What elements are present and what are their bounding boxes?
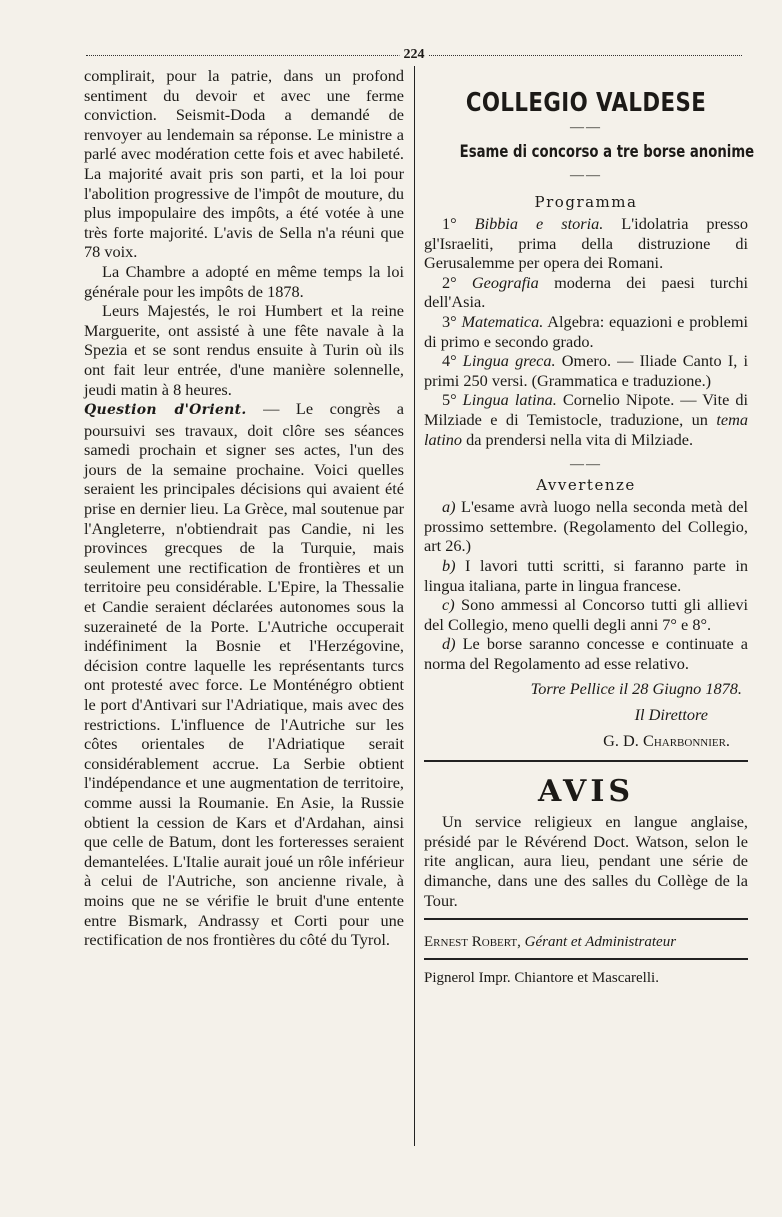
printer-line: Pignerol Impr. Chiantore et Mascarelli. [424,970,659,987]
page-number: 224 [400,48,429,62]
programma-item: 3° Matematica. Algebra: equazioni e problemi di primo e secondo grado. [424,311,749,351]
avvertenza-item: b) I lavori tutti scritti, si faranno parte in lingua italiana, parte in lingua francese. [424,555,748,595]
avvertenza-item: d) Le borse saranno concesse e continuate a norma del Regolamento ad esse relativo. [424,634,748,673]
programma-heading: Programma [534,193,638,211]
column-divider [414,66,415,1146]
programma-item: 1° Bibbia e storia. L'idolatria presso gl'Israeliti, prima della distruzione di Gerusalemme per opera dei Romani. [424,214,749,273]
place-date: Torre Pellice il 28 Giugno 1878. [530,679,742,699]
avvertenza-item: c) Sono ammessi al Concorso tutti gli allievi del Collegio, meno quelli degli anni 7° e 8°. [424,595,748,634]
paragraph-royal-visit: Leurs Majestés, le roi Humbert et la reine Marguerite, ont assisté à une fête navale à la Spezia et se sont rendus ensuite à Turin où ils ont fait leur entrée, d'une manière solennelle, jeudi matin à 8 heures. [84,301,404,399]
paragraph-question-orient [84,399,404,950]
programma-item: 2° Geografia moderna dei paesi turchi dell'Asia. [424,272,749,312]
avis-title: AVIS [537,774,635,810]
gerant-role: Gérant et Administrateur [524,934,677,951]
title-dash: —— [570,120,602,135]
gerant-name: Ernest Robert, [424,934,521,951]
left-column [84,66,404,950]
paragraph-chamber-vote: complirait, pour la patrie, dans un profond sentiment du devoir et avec une ferme conviction. Seismit-Doda a demandé de renvoyer au lendemain sa réponse. Le ministre a parlé avec modération cette fois et avec habileté. La majorité avait pris son parti, et la loi pour l'abolition progressive de l'impôt de mouture, du plus impopulaire des impôts, a été votée à une très forte majorité. L'avis de Sella n'a réuni que 78 voix. [84,66,404,262]
programma-dash: —— [570,457,602,473]
question-orient-heading: Question d'Orient. [84,402,247,419]
printer-divider [424,958,748,960]
exam-dash: —— [570,168,602,183]
exam-title: Esame di concorso a tre borse anonime [459,142,755,162]
programma-item: 4° Lingua greca. Omero. — Iliade Canto I, i primi 250 versi. (Grammatica e traduzione.) [424,351,748,390]
footer-divider [424,918,748,920]
director-name: G. D. Charbonnier. [603,730,730,750]
right-column [424,66,755,990]
question-orient-text: — Le congrès a poursuivi ses travaux, doit clôre ses séances samedi prochain et signer ses actes, l'un des jours de la semaine prochaine. Voici quelles seraient les principales décisions qui avaient été prise en dernier lieu. La Grèce, mal soutenue par l'Angleterre, n'obtiendrait pas Candie, ni les provinces grecques de la Turquie, mais seulement une rectification de frontières et un territoire peu considérable. L'Epire, la Thessalie et Candie seraient déclarées autonomes sous la suzeraineté de la Porte. L'Autriche occuperait indéfiniment la Bosnie et l'Herzégovine, décision contre laquelle les représentants turcs ont protesté avec force. Le Monténégro obtient le port d'Antivari sur l'Adriatique, mais avec des restrictions. L'influence de l'Autriche sur les côtes orientales de l'Adriatique serait considérablement accrue. La Serbie obtient l'indépendance et une augmentation de territoire, comme aussi la Roumanie. En Asie, la Russie obtient la cession de Kars et d'Ardahan, ainsi que celle de Batum, dont les forteresses seraient demantelées. L'Italie aurait joué un rôle inférieur à celui de l'Autriche, son ancienne rivale, à moins que ne se vérifie le bruit d'une entente entre Bismark, Andrassy et Corti pour une rectification de nos frontières du côté du Tyrol. [84,399,404,950]
director-title: Il Direttore [634,705,708,725]
gerant-line [424,930,748,954]
section-divider [424,760,748,762]
page-header [86,48,742,62]
avis-text: Un service religieux en langue anglaise, présidé par le Révérend Doct. Watson, selon le rite anglican, aura lieu, pendant une série de dimanche, dans une des salles du Collège de la Tour. [424,812,748,910]
avvertenze-heading: Avvertenze [536,476,636,495]
paragraph-general-tax-law: La Chambre a adopté en même temps la loi générale pour les impôts de 1878. [84,261,404,301]
avvertenza-item: a) L'esame avrà luogo nella seconda metà del prossimo settembre. (Regolamento del Collegio, art 26.) [424,497,748,556]
collegio-title: COLLEGIO VALDESE [465,88,707,118]
programma-item: 5° Lingua latina. Cornelio Nipote. — Vite di Milziade e di Temistocle, traduzione, un tema latino da prendersi nella vita di Milziade. [424,390,748,449]
